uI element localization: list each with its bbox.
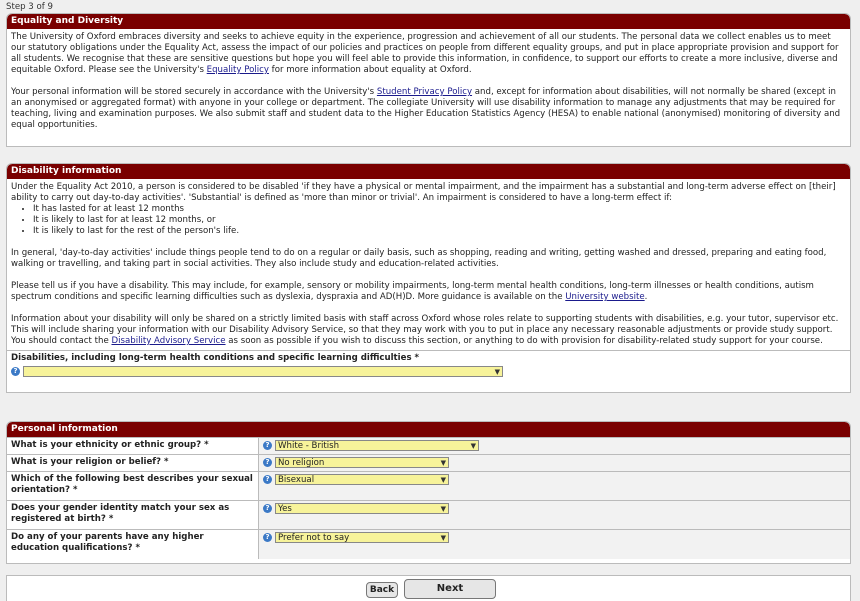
personal-questions-table — [7, 437, 850, 559]
table-row — [7, 455, 850, 472]
equality-p2-text-end: and, except for information about disabilities, will not normally be shared (except in an anonymised or aggregated format) with anyone in your college or department. The collegiate University will use disability information to manage any adjustments that may be required for teaching, living and examination purposes. We also submit staff and student data to the Higher Education Statistics Agency (HESA) to enable national (anonymised) monitoring of diversity and equal opportunities. — [11, 87, 841, 130]
sexual-orientation-value: Bisexual — [278, 474, 315, 485]
disability-p3-text: Please tell us if you have a disability. This may include, for example, sensory or mobility impairments, long-term mental health conditions, long-term illnesses or health conditions, autism spectrum conditions and specific learning difficulties such as dyslexia, dyspraxia and AD(H)D. More guidance is available on the — [11, 281, 814, 302]
equality-paragraph-2 — [11, 87, 846, 131]
parents-education-select[interactable] — [275, 532, 449, 543]
equality-p1-text-end: for more information about equality at Oxford. — [268, 65, 472, 75]
gender-identity-label: Does your gender identity match your sex as registered at birth? * — [7, 501, 259, 530]
disability-p3-text-end: . — [644, 292, 648, 302]
equality-p2-text: Your personal information will be stored securely in accordance with the University's — [11, 87, 377, 97]
equality-p1-text: The University of Oxford embraces diversity and seeks to achieve equity in the experience, progression and achievement of all our students. The personal data we collect enables us to meet our statutory obligations under the Equality Act, assess the impact of our policies and practices on people from different equality groups, and put in place appropriate provision and support for all students. We recognise that these are sensitive questions but hope you will feel able to provide this information, in confidence, to support our efforts to create a more inclusive, diverse and equitable Oxford. Please see the University's — [11, 32, 839, 75]
chevron-down-icon: ▼ — [440, 504, 446, 513]
info-icon[interactable]: ? — [263, 533, 272, 542]
gender-identity-select[interactable] — [275, 503, 449, 514]
disability-question-row — [7, 350, 850, 380]
religion-value: No religion — [278, 457, 325, 468]
disability-paragraph-4 — [11, 314, 846, 347]
info-icon[interactable]: ? — [263, 441, 272, 450]
equality-title: Equality and Diversity — [7, 14, 850, 29]
ethnicity-value: White - British — [278, 440, 340, 451]
table-row — [7, 530, 850, 559]
navigation-bar — [6, 575, 851, 601]
student-privacy-policy-link[interactable]: Student Privacy Policy — [376, 87, 473, 97]
equality-panel — [6, 13, 851, 147]
disability-p4-text: Information about your disability will only be shared on a strictly limited basis with staff across Oxford whose roles relate to supporting students with disabilities, e.g. your tutor, supervisor etc. This will include sharing your information with our Disability Advisory Service, so that they may work with you to put in place any necessary reasonable adjustments or provide study support. You should contact the — [11, 314, 839, 346]
list-item: • It is likely to last for at least 12 months, or — [33, 215, 846, 226]
ethnicity-select[interactable] — [275, 440, 479, 451]
sexual-orientation-select[interactable] — [275, 474, 449, 485]
chevron-down-icon: ▼ — [440, 475, 446, 484]
next-button[interactable]: Next — [404, 579, 496, 599]
back-button[interactable]: Back — [366, 582, 398, 598]
table-row — [7, 501, 850, 530]
list-item: • It is likely to last for the rest of the person's life. — [33, 226, 846, 237]
gender-identity-value: Yes — [278, 503, 292, 514]
chevron-down-icon: ▼ — [440, 458, 446, 467]
disability-title: Disability information — [7, 164, 850, 179]
university-website-link[interactable]: University website — [565, 292, 645, 302]
sexual-orientation-label: Which of the following best describes your sexual orientation? * — [7, 472, 259, 501]
personal-panel — [6, 421, 851, 564]
chevron-down-icon: ▼ — [470, 441, 476, 450]
chevron-down-icon: ▼ — [440, 533, 446, 542]
disability-paragraph-2: In general, 'day-to-day activities' include things people tend to do on a regular or daily basis, such as shopping, reading and writing, getting washed and dressed, preparing and eating food, walking or travelling, and taking part in social activities. They also include study and education-related activities. — [11, 248, 827, 269]
long-term-criteria-list — [11, 204, 846, 237]
religion-select[interactable] — [275, 457, 449, 468]
equality-policy-link[interactable]: Equality Policy — [206, 65, 269, 75]
personal-title: Personal information — [7, 422, 850, 437]
table-row — [7, 472, 850, 501]
ethnicity-label: What is your ethnicity or ethnic group? * — [7, 438, 259, 455]
parents-education-value: Prefer not to say — [278, 532, 350, 543]
info-icon[interactable]: ? — [263, 458, 272, 467]
disability-panel — [6, 163, 851, 393]
info-icon[interactable]: ? — [263, 475, 272, 484]
disability-p4-text-end: as soon as possible if you wish to discuss this section, or anything to do with provision for disability-related study support for your course. — [225, 336, 823, 346]
parents-education-label: Do any of your parents have any higher education qualifications? * — [7, 530, 259, 559]
religion-label: What is your religion or belief? * — [7, 455, 259, 472]
info-icon[interactable]: ? — [263, 504, 272, 513]
disability-select[interactable] — [23, 366, 503, 377]
disability-paragraph-3 — [11, 281, 846, 303]
list-item: • It has lasted for at least 12 months — [33, 204, 846, 215]
disability-intro: Under the Equality Act 2010, a person is considered to be disabled 'if they have a physical or mental impairment, and the impairment has a substantial and long-term adverse effect on [their] ability to carry out day-to-day activities'. 'Substantial' is defined as 'more than minor or trivial'. An impairment is considered to have a long-term effect if: — [11, 182, 836, 203]
step-indicator: Step 3 of 9 — [6, 2, 53, 12]
table-row — [7, 438, 850, 455]
disability-question-label: Disabilities, including long-term health conditions and specific learning difficulties * — [11, 353, 420, 363]
equality-paragraph-1 — [11, 32, 846, 76]
info-icon[interactable]: ? — [11, 367, 20, 376]
chevron-down-icon: ▼ — [494, 367, 500, 376]
disability-advisory-service-link[interactable]: Disability Advisory Service — [111, 336, 226, 346]
